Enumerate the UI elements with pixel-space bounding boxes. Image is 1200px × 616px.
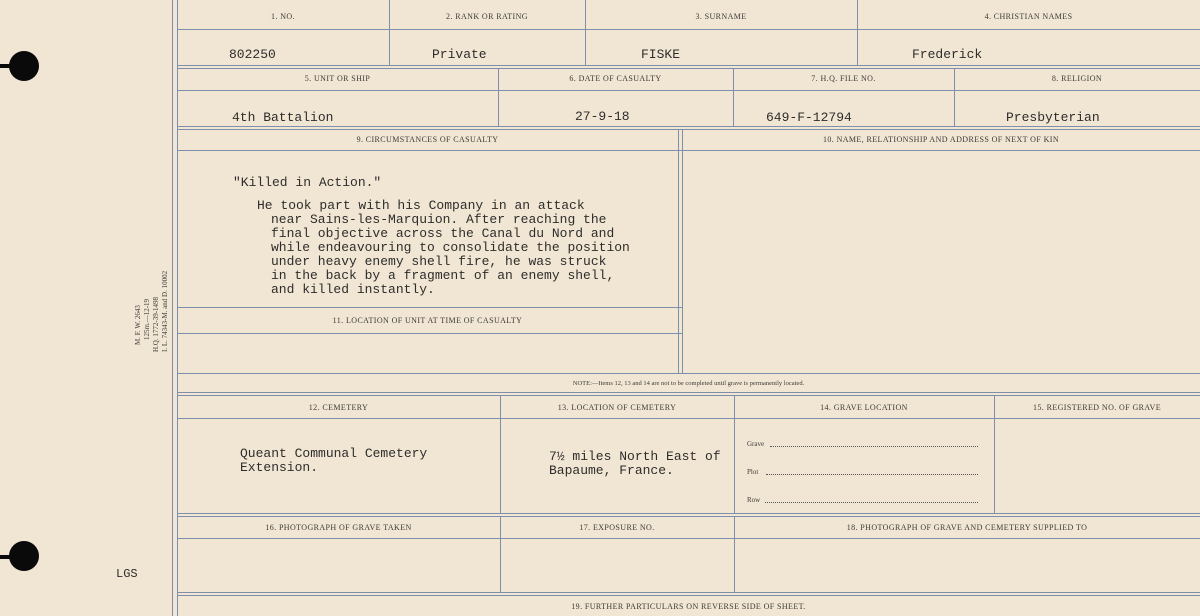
- punch-hole-top: [9, 51, 39, 81]
- margin-print-3: H.Q. 1772-39-1498: [152, 296, 160, 352]
- label-location-of-cemetery: 13. LOCATION OF CEMETERY: [557, 403, 677, 412]
- circumstances-line-5: while endeavouring to consolidate the position: [271, 240, 630, 255]
- circumstances-line-7: in the back by a fragment of an enemy shell,: [271, 268, 615, 283]
- label-circumstances: 9. CIRCUMSTANCES OF CASUALTY: [356, 135, 499, 144]
- label-rank: 2. RANK OR RATING: [446, 12, 528, 21]
- punch-hole-bottom: [9, 541, 39, 571]
- margin-print-2: 125m.—12-19: [143, 298, 151, 340]
- value-rank: Private: [432, 47, 487, 62]
- circumstances-line-2: He took part with his Company in an attack: [257, 198, 585, 213]
- grave-field-line: [770, 446, 978, 447]
- value-religion: Presbyterian: [1006, 110, 1100, 125]
- row-field-line: [765, 502, 978, 503]
- label-location-of-unit: 11. LOCATION OF UNIT AT TIME OF CASUALTY: [332, 316, 523, 325]
- value-cemetery-line-2: Extension.: [240, 460, 319, 475]
- label-cemetery: 12. CEMETERY: [308, 403, 369, 412]
- note-items: NOTE:—Items 12, 13 and 14 are not to be completed until grave is permanently located.: [572, 380, 805, 387]
- label-photo-taken: 16. PHOTOGRAPH OF GRAVE TAKEN: [265, 523, 412, 532]
- value-cemetery-location-line-2: Bapaume, France.: [549, 463, 674, 478]
- value-no: 802250: [229, 47, 276, 62]
- value-date: 27-9-18: [575, 109, 630, 124]
- value-cemetery-line-1: Queant Communal Cemetery: [240, 446, 428, 461]
- circumstances-line-8: and killed instantly.: [271, 282, 435, 297]
- label-date: 6. DATE OF CASUALTY: [569, 74, 662, 83]
- label-next-of-kin: 10. NAME, RELATIONSHIP AND ADDRESS OF NEXT OF KIN: [822, 135, 1060, 144]
- label-hq-file: 7. H.Q. FILE NO.: [811, 74, 876, 83]
- value-cemetery-location-line-1: 7½ miles North East of: [549, 449, 721, 464]
- corner-mark: LGS: [116, 567, 138, 581]
- label-grave-location: 14. GRAVE LOCATION: [820, 403, 908, 412]
- circumstances-line-4: final objective across the Canal du Nord and: [271, 226, 615, 241]
- label-religion: 8. RELIGION: [1051, 74, 1103, 83]
- plot-field-label: Plot: [747, 468, 759, 476]
- margin-print-1: M. F. W. 2643: [134, 305, 142, 345]
- value-christian-names: Frederick: [912, 47, 983, 62]
- label-photo-supplied: 18. PHOTOGRAPH OF GRAVE AND CEMETERY SUPPLIED TO: [846, 523, 1088, 532]
- value-unit: 4th Battalion: [232, 110, 334, 125]
- margin-print-4: I. L. 74343-M. and D. 10002: [161, 270, 169, 352]
- label-exposure: 17. EXPOSURE NO.: [579, 523, 655, 532]
- grave-field-label: Grave: [747, 440, 765, 448]
- label-surname: 3. SURNAME: [695, 12, 747, 21]
- label-unit: 5. UNIT OR SHIP: [304, 74, 371, 83]
- circumstances-line-1: "Killed in Action.": [233, 175, 382, 190]
- label-no: 1. NO.: [271, 12, 295, 21]
- plot-field-line: [766, 474, 978, 475]
- value-surname: FISKE: [641, 47, 681, 62]
- label-registered-no: 15. REGISTERED NO. OF GRAVE: [1033, 403, 1161, 412]
- label-further-particulars: 19. FURTHER PARTICULARS ON REVERSE SIDE OF SHEET.: [571, 602, 806, 611]
- circumstances-line-6: under heavy enemy shell fire, he was struck: [271, 254, 607, 269]
- value-hq-file: 649-F-12794: [766, 110, 852, 125]
- circumstances-line-3: near Sains-les-Marquion. After reaching the: [271, 212, 607, 227]
- label-christian-names: 4. CHRISTIAN NAMES: [984, 12, 1073, 21]
- row-field-label: Row: [747, 496, 761, 504]
